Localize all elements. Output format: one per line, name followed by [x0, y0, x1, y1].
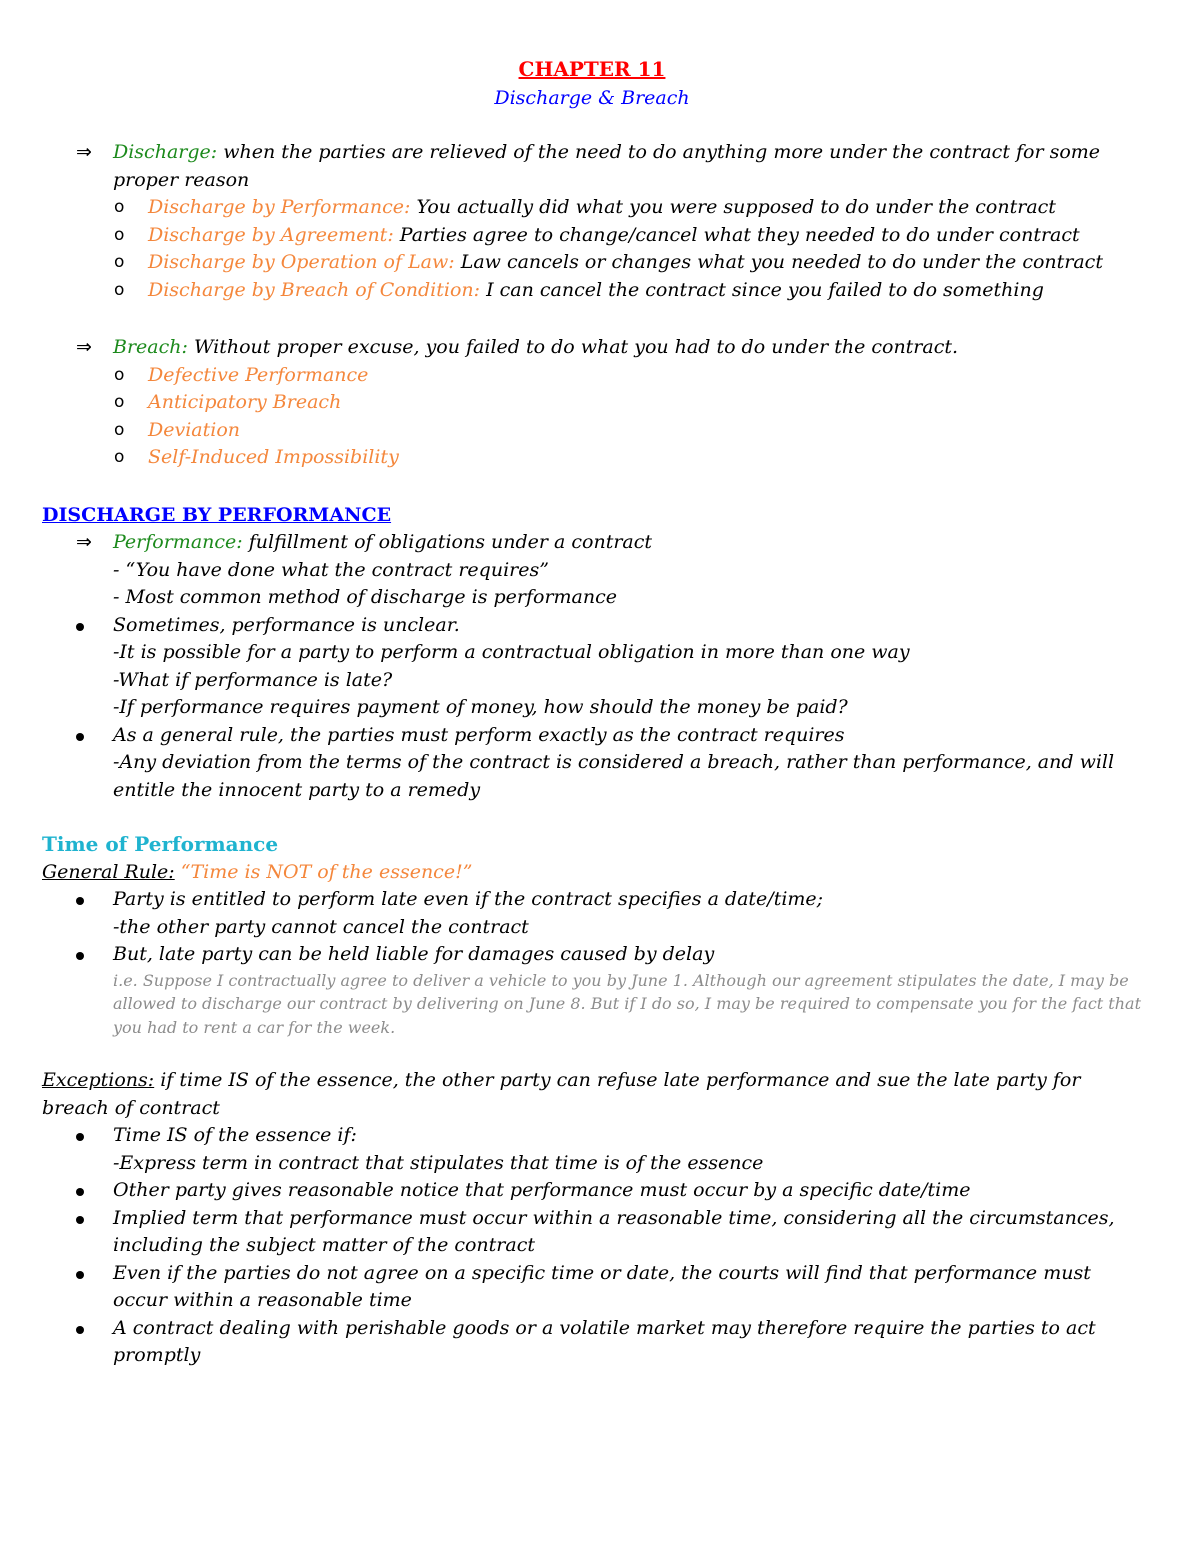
filled-dot-bullet-icon — [76, 722, 84, 750]
section-heading-text: DISCHARGE BY PERFORMANCE — [42, 503, 392, 526]
hollow-circle-bullet-icon: o — [114, 419, 125, 440]
double-right-arrow-icon: ⇒ — [76, 531, 92, 553]
discharge-item-text: Law cancels or changes what you needed to do under the contract — [454, 251, 1103, 273]
breach-item-label: Defective Performance — [148, 363, 369, 386]
section-heading-performance — [42, 502, 1142, 530]
discharge-item-text: Parties agree to change/cancel what they needed to do under contract — [393, 223, 1080, 246]
bullet-item — [42, 941, 1142, 969]
performance-note: - “You have done what the contract requires” — [113, 558, 549, 581]
breach-item-label: Self-Induced Impossibility — [148, 446, 399, 468]
bullet-note: -If performance requires payment of money, how should the money be paid? — [113, 696, 848, 718]
filled-dot-bullet-icon — [76, 1260, 84, 1288]
bullet-text: Sometimes, performance is unclear. — [113, 613, 460, 636]
discharge-term: Discharge: — [113, 141, 218, 163]
bullet-item — [42, 612, 1142, 640]
filled-dot-bullet-icon — [76, 612, 84, 640]
filled-dot-bullet-icon — [76, 941, 84, 969]
discharge-item — [42, 194, 1142, 222]
bullet-item — [42, 886, 1142, 914]
discharge-item-term: Discharge by Breach of Condition: — [148, 278, 481, 301]
breach-text: Without proper excuse, you failed to do what you had to do under the contract. — [187, 336, 959, 358]
bullet-note: -Any deviation from the terms of the contract is considered a breach, rather than performance, and will entitle the innocent party to a remedy — [113, 751, 1115, 801]
bullet-text: But, late party can be held liable for damages caused by delay — [113, 943, 715, 965]
exceptions-text: if time IS of the essence, the other party can refuse late performance and sue the late party for breach of contract — [42, 1069, 1081, 1119]
hollow-circle-bullet-icon: o — [114, 197, 125, 217]
chapter-header — [42, 56, 1142, 112]
breach-item — [42, 444, 1142, 472]
hollow-circle-bullet-icon: o — [114, 279, 125, 300]
bullet-text: Other party gives reasonable notice that performance must occur by a specific date/time — [113, 1179, 971, 1201]
bullet-text: A contract dealing with perishable goods or a volatile market may therefore require the parties to act promptly — [113, 1316, 1096, 1366]
breach-item-label: Anticipatory Breach — [148, 391, 342, 413]
document-page — [42, 56, 1142, 1370]
discharge-item-term: Discharge by Performance: — [148, 196, 411, 218]
bullet-text: Implied term that performance must occur within a reasonable time, considering all the circumstances, including the subject matter of the contract — [113, 1206, 1115, 1256]
hollow-circle-bullet-icon: o — [114, 252, 125, 272]
performance-definition — [42, 529, 1142, 557]
chapter-title: CHAPTER 11 — [518, 57, 666, 81]
bullet-item — [42, 1205, 1142, 1260]
double-right-arrow-icon: ⇒ — [76, 336, 92, 358]
discharge-item — [42, 249, 1142, 277]
bullet-note: -It is possible for a party to perform a contractual obligation in more than one way — [113, 641, 910, 663]
discharge-item-term: Discharge by Agreement: — [148, 223, 394, 246]
bullet-item — [42, 1177, 1142, 1205]
general-rule-text: “Time is NOT of the essence!” — [174, 860, 473, 883]
bullet-note: -the other party cannot cancel the contract — [113, 915, 529, 938]
discharge-item-text: You actually did what you were supposed to do under the contract — [410, 196, 1056, 218]
filled-dot-bullet-icon — [76, 1122, 84, 1150]
discharge-item-term: Discharge by Operation of Law: — [148, 251, 455, 273]
bullet-text: As a general rule, the parties must perform exactly as the contract requires — [113, 723, 845, 746]
hollow-circle-bullet-icon: o — [114, 364, 125, 385]
breach-term: Breach: — [113, 336, 188, 358]
discharge-definition — [42, 139, 1142, 194]
general-rule — [42, 859, 1142, 887]
bullet-text: Even if the parties do not agree on a specific time or date, the courts will find that performance must occur within a reasonable time — [113, 1261, 1091, 1311]
hollow-circle-bullet-icon: o — [114, 224, 125, 245]
filled-dot-bullet-icon — [76, 1205, 84, 1233]
double-right-arrow-icon: ⇒ — [76, 141, 92, 163]
chapter-subtitle: Discharge & Breach — [494, 86, 690, 109]
discharge-item — [42, 277, 1142, 305]
exceptions — [42, 1067, 1142, 1122]
exceptions-label: Exceptions: — [42, 1069, 155, 1091]
performance-note: - Most common method of discharge is performance — [113, 586, 617, 608]
filled-dot-bullet-icon — [76, 1177, 84, 1205]
bullet-note: -Express term in contract that stipulates that time is of the essence — [113, 1151, 764, 1174]
section-heading-text: Time of Performance — [42, 832, 279, 856]
discharge-text: when the parties are relieved of the need to do anything more under the contract for some proper reason — [113, 141, 1101, 191]
section-heading-time — [42, 831, 1142, 859]
discharge-item — [42, 222, 1142, 250]
bullet-note: -What if performance is late? — [113, 668, 393, 691]
discharge-item-text: I can cancel the contract since you failed to do something — [480, 278, 1044, 301]
bullet-text: Time IS of the essence if: — [113, 1124, 357, 1146]
breach-item — [42, 362, 1142, 390]
bullet-item — [42, 1122, 1142, 1150]
bullet-item — [42, 722, 1142, 750]
bullet-item — [42, 1260, 1142, 1315]
breach-item — [42, 389, 1142, 417]
hollow-circle-bullet-icon: o — [114, 447, 125, 467]
example-note: i.e. Suppose I contractually agree to deliver a vehicle to you by June 1. Although our agreement stipulates the date, I may be allowed to discharge our contract by delivering on June 8. But if I do so, I may be required to compensate you for the fact that you had to rent a car for the week. — [113, 970, 1141, 1037]
hollow-circle-bullet-icon: o — [114, 392, 125, 412]
breach-definition — [42, 334, 1142, 362]
bullet-text: Party is entitled to perform late even if the contract specifies a date/time; — [113, 888, 824, 910]
breach-item — [42, 417, 1142, 445]
performance-term: Performance: — [113, 531, 243, 553]
filled-dot-bullet-icon — [76, 1315, 84, 1343]
bullet-item — [42, 1315, 1142, 1370]
breach-item-label: Deviation — [148, 418, 241, 441]
performance-text: fulfillment of obligations under a contract — [242, 531, 653, 553]
general-rule-label: General Rule: — [42, 860, 175, 883]
filled-dot-bullet-icon — [76, 886, 84, 914]
